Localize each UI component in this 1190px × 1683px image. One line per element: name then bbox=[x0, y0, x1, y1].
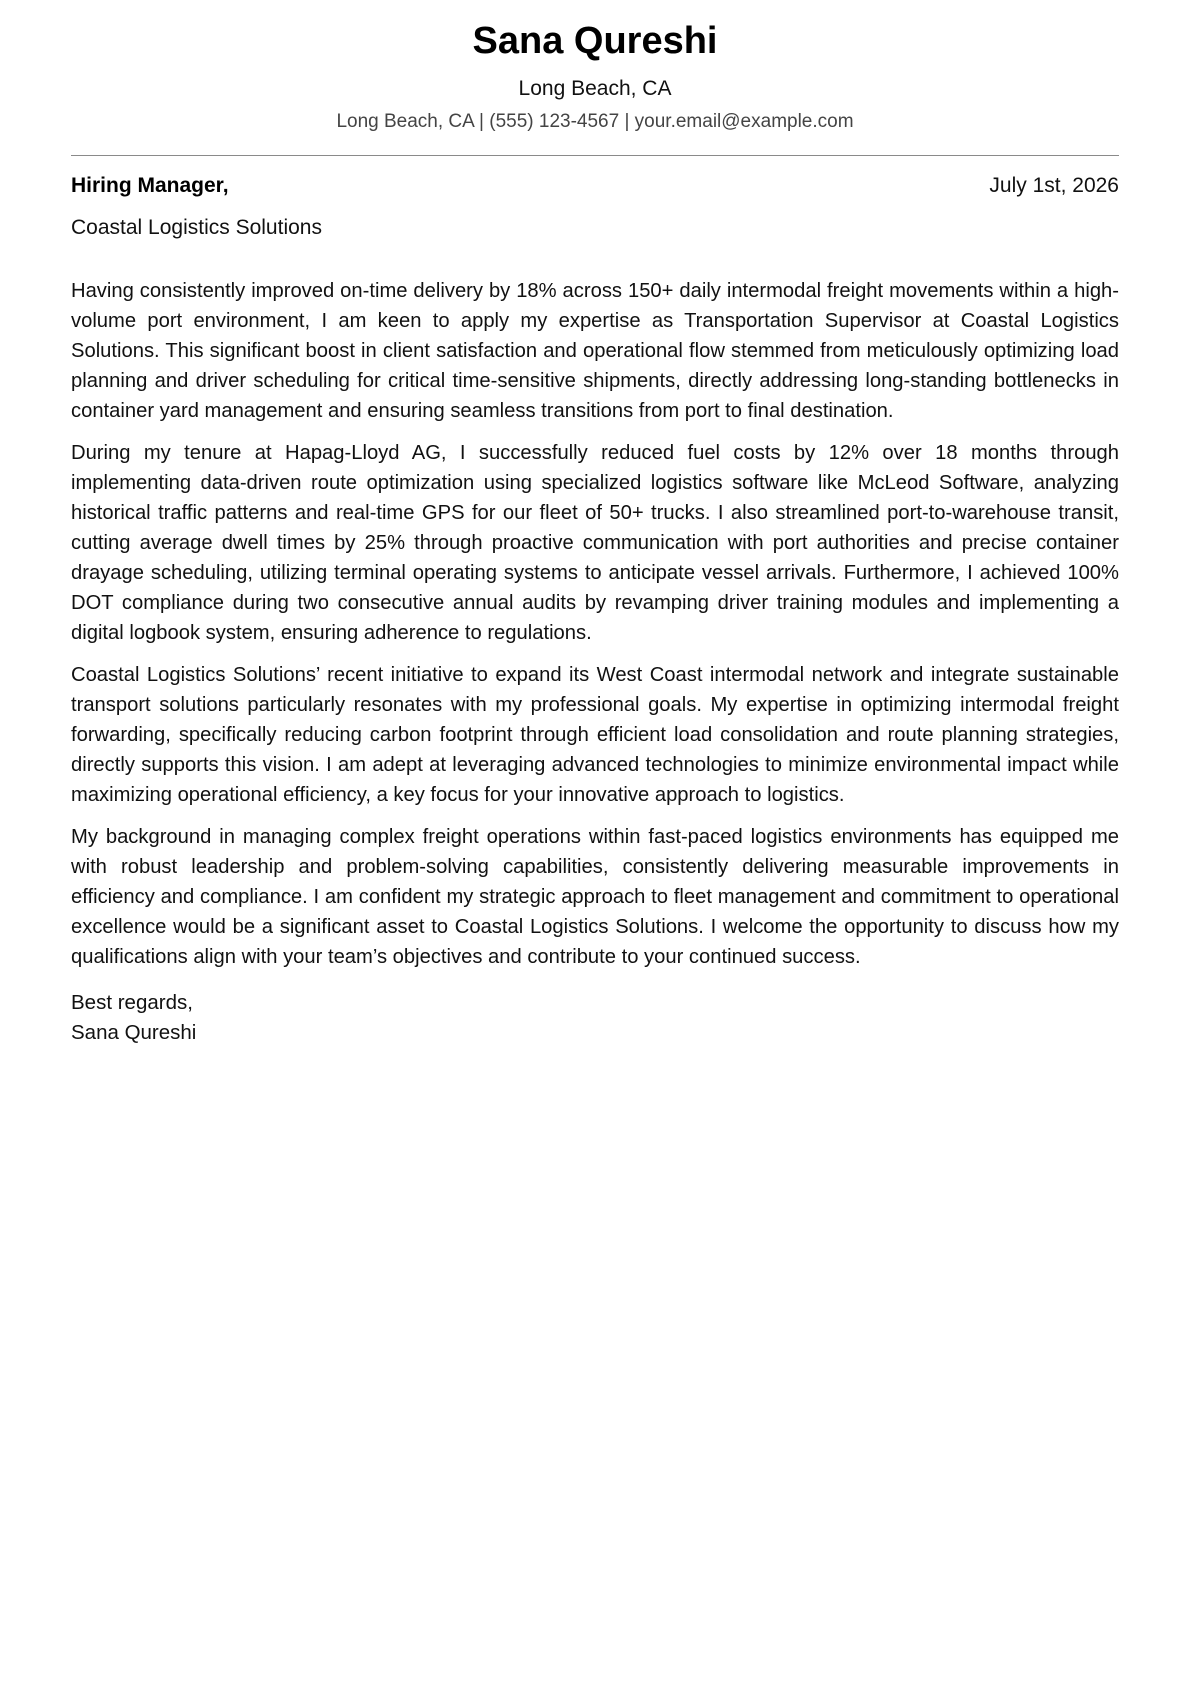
letter-header bbox=[71, 0, 1119, 135]
body-paragraph-4: My background in managing complex freight operations within fast-paced logistics environments has equipped me with robust leadership and problem-solving capabilities, consistently delivering measurable improvements in efficiency and compliance. I am confident my strategic approach to fleet management and commitment to operational excellence would be a significant asset to Coastal Logistics Solutions. I welcome the opportunity to discuss how my qualifications align with your team’s objectives and contribute to your continued success. bbox=[71, 826, 1119, 968]
applicant-location: Long Beach, CA bbox=[518, 77, 672, 100]
applicant-contact-info: Long Beach, CA | (555) 123-4567 | your.email@example.com bbox=[336, 111, 854, 132]
header-divider bbox=[71, 155, 1119, 156]
closing-phrase: Best regards, bbox=[71, 991, 193, 1014]
applicant-name: Sana Qureshi bbox=[472, 20, 718, 62]
letter-body bbox=[71, 276, 1119, 972]
signature-name: Sana Qureshi bbox=[71, 1021, 197, 1044]
body-paragraph-3: Coastal Logistics Solutions’ recent initiative to expand its West Coast intermodal network and integrate sustainable transport solutions particularly resonates with my professional goals. My expertise in optimizing intermodal freight forwarding, specifically reducing carbon footprint through efficient load consolidation and route planning strategies, directly supports this vision. I am adept at leveraging advanced technologies to minimize environmental impact while maximizing operational efficiency, a key focus for your innovative approach to logistics. bbox=[71, 664, 1119, 806]
letter-closing bbox=[71, 988, 1119, 1048]
body-paragraph-1: Having consistently improved on-time delivery by 18% across 150+ daily intermodal freight movements within a high-volume port environment, I am keen to apply my expertise as Transportation Supervisor at Coastal Logistics Solutions. This significant boost in client satisfaction and operational flow stemmed from meticulously optimizing load planning and driver scheduling for critical time-sensitive shipments, directly addressing long-standing bottlenecks in container yard management and ensuring seamless transitions from port to final destination. bbox=[71, 280, 1119, 422]
letter-date: July 1st, 2026 bbox=[989, 174, 1119, 197]
recipient-date-row bbox=[71, 172, 1119, 200]
recipient-salutation: Hiring Manager, bbox=[71, 174, 229, 197]
recipient-company: Coastal Logistics Solutions bbox=[71, 216, 322, 239]
body-paragraph-2: During my tenure at Hapag-Lloyd AG, I successfully reduced fuel costs by 12% over 18 months through implementing data-driven route optimization using specialized logistics software like McLeod Software, analyzing historical traffic patterns and real-time GPS for our fleet of 50+ trucks. I also streamlined port-to-warehouse transit, cutting average dwell times by 25% through proactive communication with port authorities and precise container drayage scheduling, utilizing terminal operating systems to anticipate vessel arrivals. Furthermore, I achieved 100% DOT compliance during two consecutive annual audits by revamping driver training modules and implementing a digital logbook system, ensuring adherence to regulations. bbox=[71, 442, 1119, 644]
